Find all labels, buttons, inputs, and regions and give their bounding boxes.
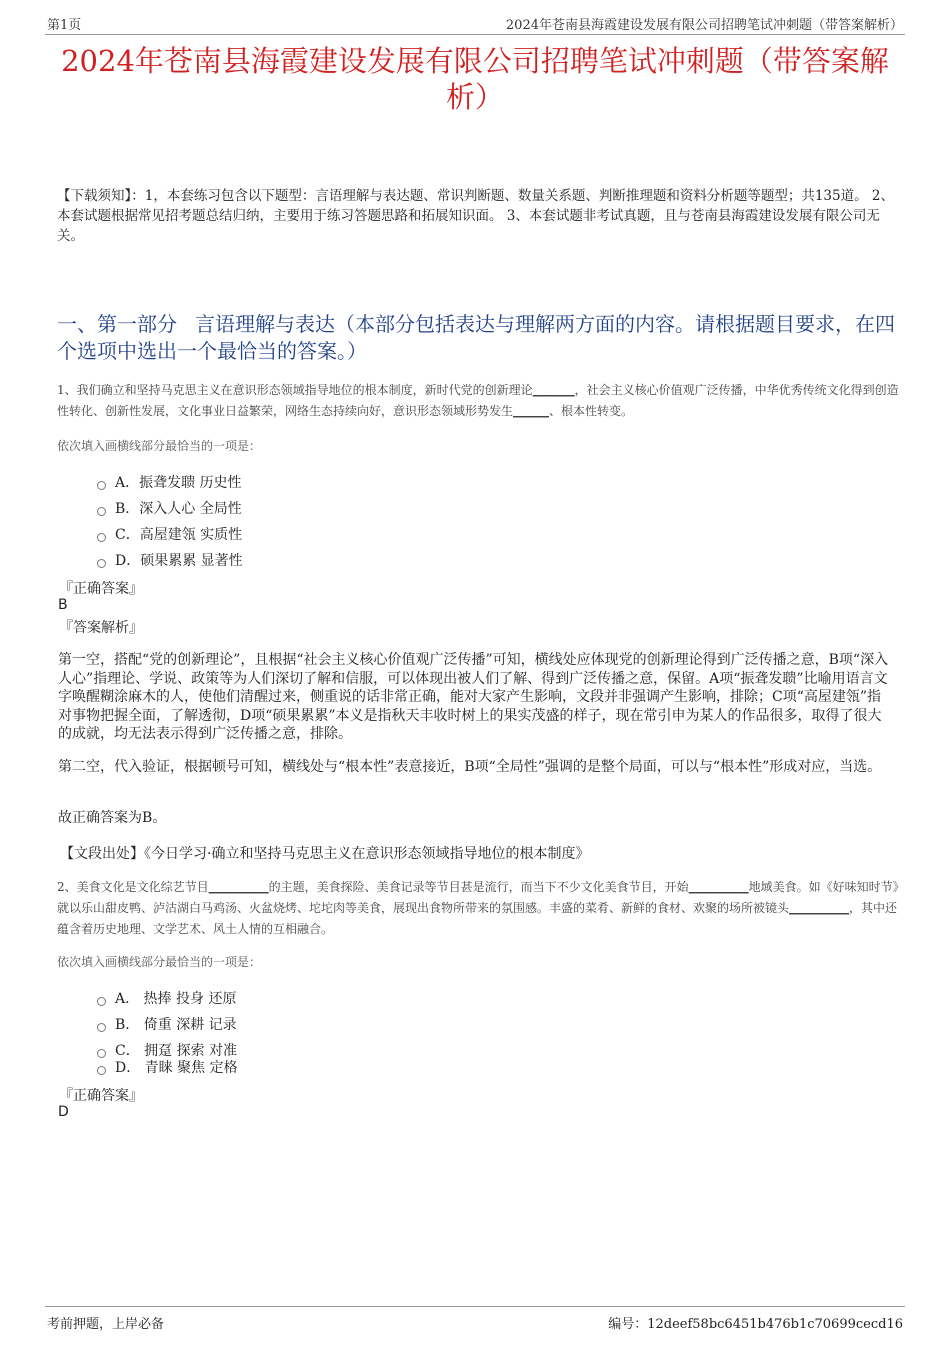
q1-analysis-paragraph-1: 第一空，搭配“党的创新理论”，且根据“社会主义核心价值观广泛传播”可知，横线处应体现党的创新理论得到广泛传播之意，B项“深入人心”指理论、学说、政策等为人们深切了解和信服，可以体现出被人们了解、得到广泛传播之意，保留。A项“振聋发聩”比喻用语言文字唤醒糊涂麻木的人，使他们清醒过来，侧重说的话非常正确，能对大家产生影响，文段并非强调产生影响，排除；C项“高屋建瓴”指对事物把握全面，了解透彻，D项“硕果累累”本义是指秋天丰收时树上的果实茂盛的样子，现在常引申为某人的作品很多，取得了很大的成就，均无法表示得到广泛传播之意，排除。	[58, 652, 889, 742]
section-description: 言语理解与表达（本部分包括表达与理解两方面的内容。请根据题目要求，在四个选项中选出一个最恰当的答案。）	[57, 312, 895, 363]
blank: __________	[789, 901, 850, 915]
blank: _______	[532, 383, 575, 397]
radio-icon[interactable]	[97, 1023, 106, 1032]
q1-answer: B	[58, 597, 68, 613]
document-id: 编号：12deef58bc6451b476b1c70699cecd16	[608, 1317, 903, 1332]
radio-icon[interactable]	[97, 533, 106, 542]
q2-option-a[interactable]: A． 热捧 投身 还原	[97, 988, 236, 1008]
q1-option-b[interactable]: B．深入人心 全局性	[97, 498, 242, 518]
q2-answer: D	[58, 1104, 69, 1120]
q2-option-d[interactable]: D． 青睐 聚焦 定格	[97, 1057, 238, 1077]
q1-option-d[interactable]: D．硕果累累 显著性	[97, 550, 243, 570]
radio-icon[interactable]	[97, 507, 106, 516]
blank: ______	[513, 404, 550, 418]
section-heading	[57, 311, 905, 365]
q1-analysis-paragraph-3: 故正确答案为B。	[58, 810, 167, 826]
q1-answer-label: 『正确答案』	[59, 581, 143, 597]
blank: __________	[688, 880, 749, 894]
radio-icon[interactable]	[97, 559, 106, 568]
q2-option-c[interactable]: C． 拥趸 探索 对准	[97, 1040, 237, 1060]
q1-source: 【文段出处】《今日学习·确立和坚持马克思主义在意识形态领域指导地位的根本制度》	[60, 846, 590, 862]
download-notice: 【下载须知】：1，本套练习包含以下题型：言语理解与表达题、常识判断题、数量关系题、判断推理题和资料分析题等题型；共135道。 2、本套试题根据常见招考题总结归纳，主要用于练习答题思路和拓展知识面。 3、本套试题非考试真题，且与苍南县海霞建设发展有限公司无关。	[57, 188, 894, 244]
q1-analysis-label: 『答案解析』	[59, 620, 143, 636]
radio-icon[interactable]	[97, 997, 106, 1006]
question-1-text: 1、我们确立和坚持马克思主义在意识形态领域指导地位的根本制度，新时代党的创新理论_______，社会主义核心价值观广泛传播，中华优秀传统文化得到创造性转化、创新性发展，文化事业日益繁荣，网络生态持续向好，意识形态领域形势发生______、根本性转变。	[57, 383, 899, 418]
q1-option-c[interactable]: C．高屋建瓴 实质性	[97, 524, 242, 544]
header-title: 2024年苍南县海霞建设发展有限公司招聘笔试冲刺题（带答案解析）	[505, 18, 903, 33]
footer-slogan: 考前押题，上岸必备	[47, 1317, 165, 1332]
blank: __________	[208, 880, 269, 894]
radio-icon[interactable]	[97, 1066, 106, 1075]
question-2-text: 2、美食文化是文化综艺节目__________的主题，美食探险、美食记录等节目甚是流行，而当下不少文化美食节目，开始__________地域美食。如《好味知时节》就以乐山甜皮鸭、泸沽湖白马鸡汤、火盆烧烤、坨坨肉等美食，展现出食物所带来的氛围感。丰盛的菜肴、新鲜的食材、欢聚的场所被镜头__________，其中还蕴含着历史地理、文学艺术、风土人情的互相融合。	[57, 880, 899, 936]
q1-analysis-paragraph-2: 第二空，代入验证，根据顿号可知，横线处与“根本性”表意接近，B项“全局性”强调的是整个局面，可以与“根本性”形成对应，当选。	[58, 759, 882, 775]
q2-answer-label: 『正确答案』	[59, 1088, 143, 1104]
question-2-prompt: 依次填入画横线部分最恰当的一项是：	[57, 955, 262, 969]
page-header	[45, 14, 905, 35]
q2-option-b[interactable]: B． 倚重 深耕 记录	[97, 1014, 237, 1034]
radio-icon[interactable]	[97, 481, 106, 490]
page-number: 第1页	[47, 18, 82, 33]
page-footer	[45, 1306, 905, 1333]
q1-option-a[interactable]: A．振聋发聩 历史性	[97, 472, 242, 492]
document-title: 2024年苍南县海霞建设发展有限公司招聘笔试冲刺题（带答案解析）	[61, 44, 889, 114]
section-number: 一、第一部分	[57, 312, 177, 336]
question-1-prompt: 依次填入画横线部分最恰当的一项是：	[57, 439, 262, 453]
